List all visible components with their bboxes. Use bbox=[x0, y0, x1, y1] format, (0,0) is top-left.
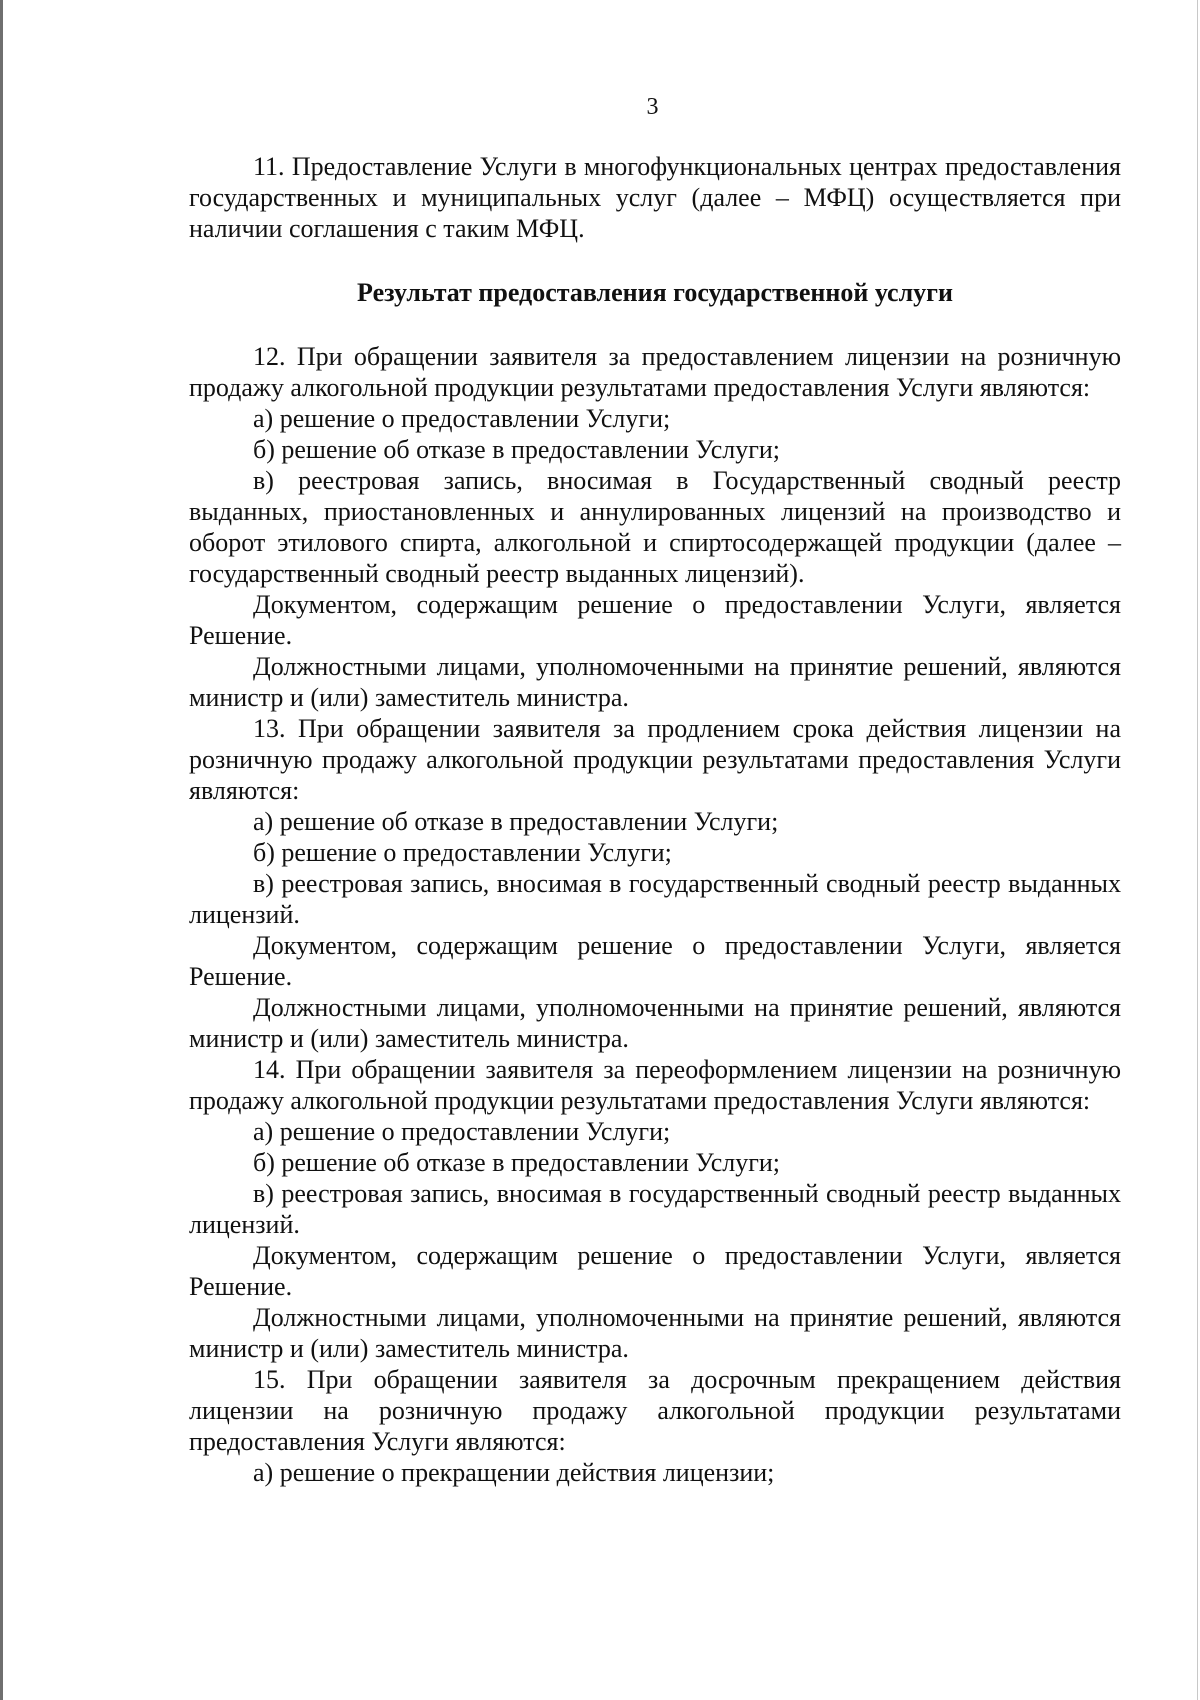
paragraph: в) реестровая запись, вносимая в Государственный сводный реестр выданных, приостановленных и аннулированных лицензий на производство и оборот этилового спирта, алкогольной и спиртосодержащей продукции (далее – государственный сводный реестр выданных лицензий). bbox=[189, 466, 1121, 588]
paragraph: Документом, содержащим решение о предоставлении Услуги, является Решение. bbox=[189, 1241, 1121, 1301]
paragraph: б) решение об отказе в предоставлении Услуги; bbox=[253, 1148, 781, 1177]
paragraph: 12. При обращении заявителя за предоставлением лицензии на розничную продажу алкогольной продукции результатами предоставления Услуги являются: bbox=[189, 342, 1121, 402]
paragraph: Должностными лицами, уполномоченными на принятие решений, являются министр и (или) заместитель министра. bbox=[189, 1303, 1121, 1363]
paragraph: 11. Предоставление Услуги в многофункциональных центрах предоставления государственных и муниципальных услуг (далее – МФЦ) осуществляется при наличии соглашения с таким МФЦ. bbox=[189, 152, 1121, 243]
paragraph: 15. При обращении заявителя за досрочным прекращением действия лицензии на розничную продажу алкогольной продукции результатами предоставления Услуги являются: bbox=[189, 1365, 1121, 1456]
paragraph: а) решение о прекращении действия лицензии; bbox=[253, 1458, 775, 1487]
paragraph: а) решение об отказе в предоставлении Услуги; bbox=[253, 807, 779, 836]
paragraph: Должностными лицами, уполномоченными на принятие решений, являются министр и (или) заместитель министра. bbox=[189, 652, 1121, 712]
paragraph: Документом, содержащим решение о предоставлении Услуги, является Решение. bbox=[189, 931, 1121, 991]
paragraph: б) решение о предоставлении Услуги; bbox=[253, 838, 672, 867]
paragraphs-before-heading bbox=[189, 151, 1121, 244]
paragraph: 14. При обращении заявителя за переоформлением лицензии на розничную продажу алкогольной продукции результатами предоставления Услуги являются: bbox=[189, 1055, 1121, 1115]
paragraph: Должностными лицами, уполномоченными на принятие решений, являются министр и (или) заместитель министра. bbox=[189, 993, 1121, 1053]
paragraphs-after-heading bbox=[189, 341, 1121, 1488]
paragraph: в) реестровая запись, вносимая в государственный сводный реестр выданных лицензий. bbox=[189, 1179, 1121, 1239]
paragraph: б) решение об отказе в предоставлении Услуги; bbox=[253, 435, 781, 464]
scan-right-edge bbox=[1197, 0, 1198, 1700]
scan-left-edge bbox=[0, 0, 3, 1700]
paragraph: 13. При обращении заявителя за продлением срока действия лицензии на розничную продажу алкогольной продукции результатами предоставления Услуги являются: bbox=[189, 714, 1121, 805]
section-heading: Результат предоставления государственной услуги bbox=[357, 278, 953, 307]
paragraph: Документом, содержащим решение о предоставлении Услуги, является Решение. bbox=[189, 590, 1121, 650]
paragraph: в) реестровая запись, вносимая в государственный сводный реестр выданных лицензий. bbox=[189, 869, 1121, 929]
document-body bbox=[189, 151, 1121, 1488]
paragraph: а) решение о предоставлении Услуги; bbox=[253, 404, 671, 433]
paragraph: а) решение о предоставлении Услуги; bbox=[253, 1117, 671, 1146]
page-number: 3 bbox=[646, 94, 659, 120]
